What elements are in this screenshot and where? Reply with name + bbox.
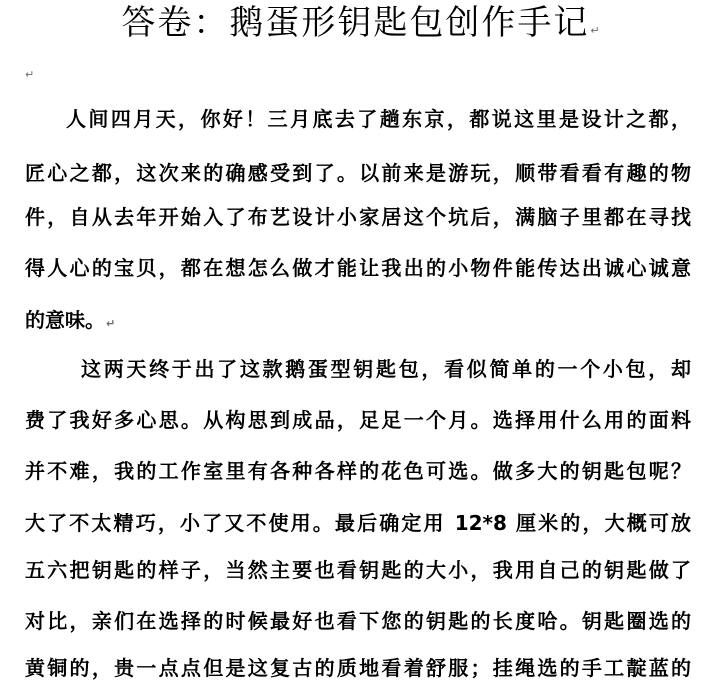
paragraph-2-line-4: 大了不太精巧，小了又不使用。最后确定用 12*8 厘米的，大概可放 bbox=[25, 511, 691, 535]
paragraph-1-line-5 bbox=[25, 305, 691, 335]
paragraph-1-line-3: 件，自从去年开始入了布艺设计小家居这个坑后，满脑子里都在寻找 bbox=[25, 205, 691, 229]
paragraph-2-line-6: 对比，亲们在选择的时候最好也看下您的钥匙的长度哈。钥匙圈选的 bbox=[25, 609, 691, 633]
paragraph-mark-icon: ↵ bbox=[590, 24, 602, 37]
paragraph-mark-icon: ↵ bbox=[106, 317, 116, 330]
paragraph-1-line-4: 得人心的宝贝，都在想怎么做才能让我出的小物件能传达出诚心诚意 bbox=[25, 256, 691, 280]
paragraph-1-line-5-text: 的意味。 bbox=[25, 308, 105, 332]
document-title bbox=[0, 1, 723, 53]
paragraph-mark-icon: ↵ bbox=[25, 68, 35, 81]
paragraph-2-line-7: 黄铜的，贵一点点但是这复古的质地看着舒服；挂绳选的手工靛蓝的 bbox=[25, 656, 691, 680]
paragraph-1-line-1: 人间四月天，你好！三月底去了趟东京，都说这里是设计之都， bbox=[66, 107, 691, 131]
paragraph-1-line-2: 匠心之都，这次来的确感受到了。以前来是游玩，顺带看看有趣的物 bbox=[25, 161, 691, 185]
paragraph-2-line-3: 并不难，我的工作室里有各种各样的花色可选。做多大的钥匙包呢？ bbox=[25, 459, 691, 483]
title-text: 答卷：鹅蛋形钥匙包创作手记 bbox=[121, 3, 590, 43]
paragraph-2-line-1: 这两天终于出了这款鹅蛋型钥匙包，看似简单的一个小包，却 bbox=[81, 357, 691, 381]
paragraph-2-line-2: 费了我好多心思。从构思到成品，足足一个月。选择用什么用的面料 bbox=[25, 408, 691, 432]
paragraph-2-line-5: 五六把钥匙的样子，当然主要也看钥匙的大小，我用自己的钥匙做了 bbox=[25, 558, 691, 582]
